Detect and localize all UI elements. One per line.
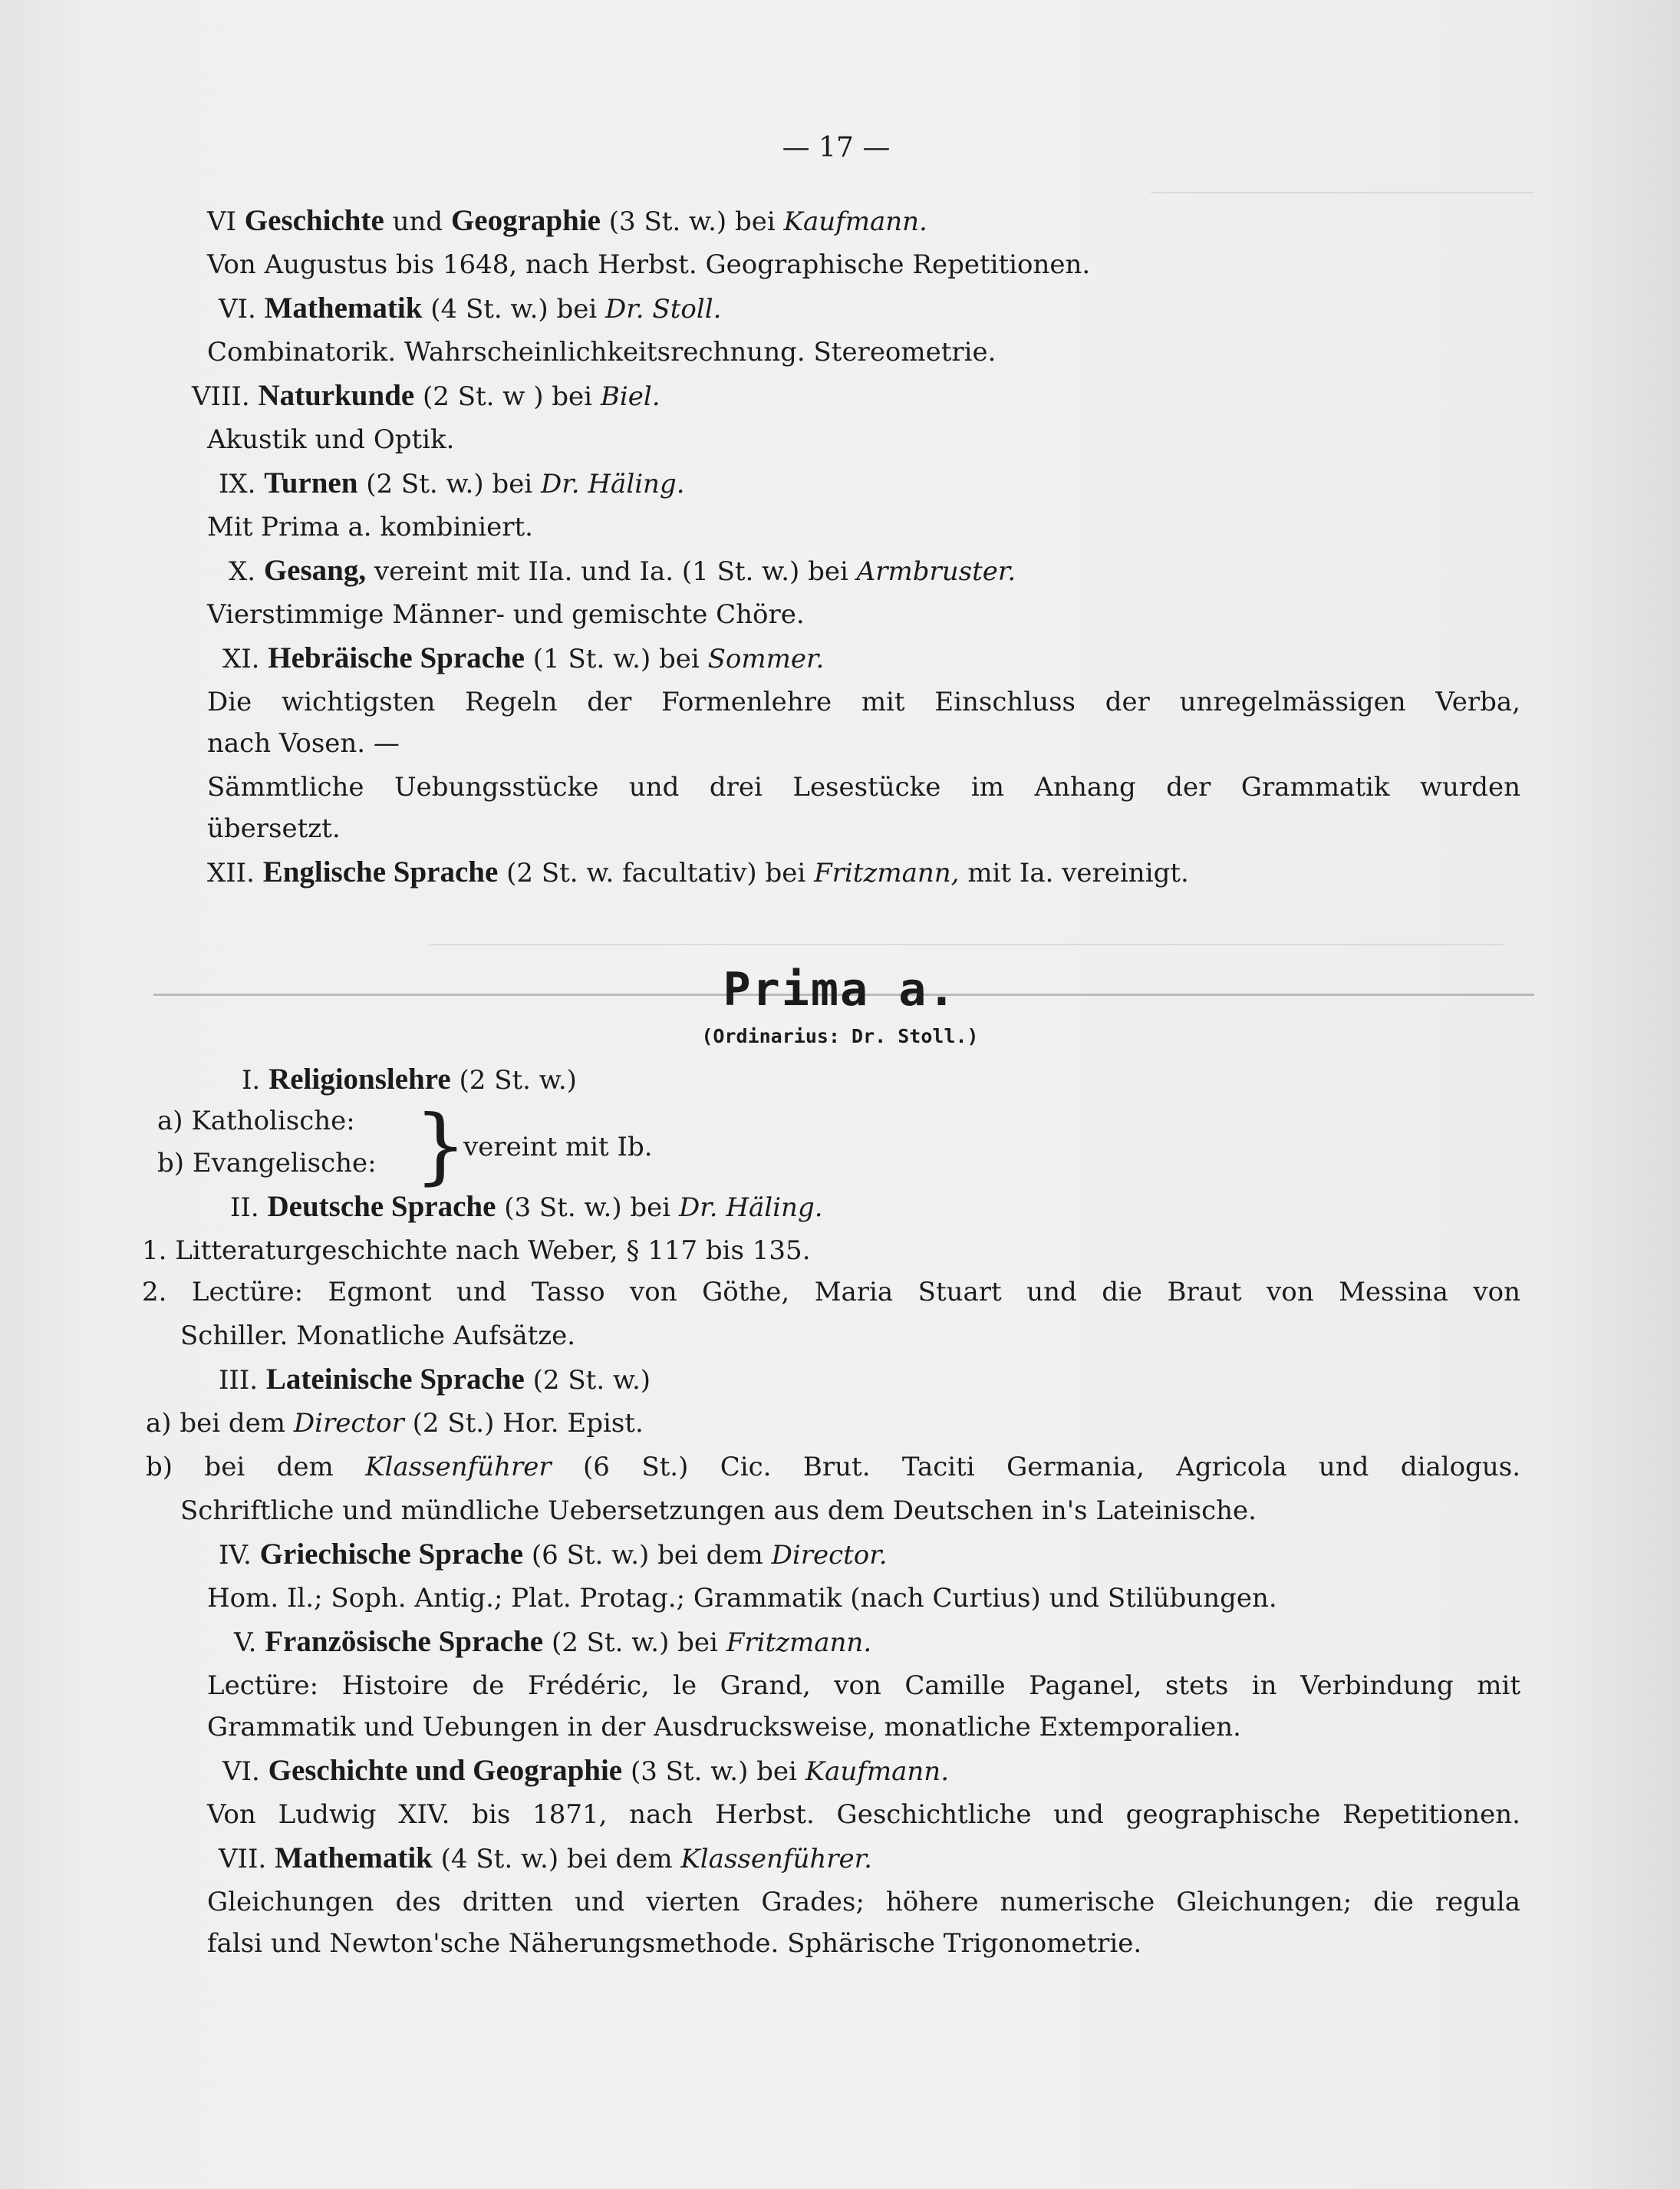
section-heading-mathematik-prima: VII. Mathematik (4 St. w.) bei dem Klassenführer. bbox=[219, 1841, 872, 1874]
section-body: b) bei dem Klassenführer (6 St.) Cic. Brut. Taciti Germania, Agricola und dialogus. bbox=[146, 1452, 1521, 1482]
section-body: 2. Lectüre: Egmont und Tasso von Göthe, Maria Stuart und die Braut von Messina von bbox=[142, 1277, 1520, 1307]
section-heading-geschichte: VI Geschichte und Geographie (3 St. w.) bei Kaufmann. bbox=[207, 204, 927, 237]
section-heading-griechisch: IV. Griechische Sprache (6 St. w.) bei dem Director. bbox=[219, 1538, 888, 1571]
religion-joined-note: vereint mit Ib. bbox=[463, 1132, 653, 1162]
section-body: Schiller. Monatliche Aufsätze. bbox=[180, 1320, 576, 1351]
section-body: Die wichtigsten Regeln der Formenlehre mit Einschluss der unregelmässigen Verba, bbox=[207, 687, 1520, 717]
section-body: Gleichungen des dritten und vierten Grades; höhere numerische Gleichungen; die regula bbox=[207, 1887, 1520, 1917]
section-body: Hom. Il.; Soph. Antig.; Plat. Protag.; Grammatik (nach Curtius) und Stilübungen. bbox=[207, 1583, 1277, 1614]
section-body: Schriftliche und mündliche Uebersetzungen aus dem Deutschen in's Lateinische. bbox=[180, 1495, 1257, 1526]
section-body: Lectüre: Histoire de Frédéric, le Grand, von Camille Paganel, stets in Verbindung mit bbox=[207, 1670, 1520, 1701]
section-heading-gesang: X. Gesang, vereint mit IIa. und Ia. (1 St. w.) bei Armbruster. bbox=[229, 554, 1016, 587]
page-number: — 17 — bbox=[782, 132, 891, 163]
section-heading-turnen: IX. Turnen (2 St. w.) bei Dr. Häling. bbox=[219, 466, 685, 499]
section-body: nach Vosen. — bbox=[207, 728, 400, 759]
section-body: Akustik und Optik. bbox=[207, 424, 455, 455]
section-body: Mit Prima a. kombiniert. bbox=[207, 512, 533, 542]
section-body: Vierstimmige Männer- und gemischte Chöre. bbox=[207, 599, 805, 630]
ordinarius-line: (Ordinarius: Dr. Stoll.) bbox=[701, 1025, 979, 1047]
class-heading: Prima a. bbox=[723, 963, 957, 1017]
section-heading-hebraeisch: XI. Hebräische Sprache (1 St. w.) bei Sommer. bbox=[222, 641, 825, 674]
section-heading-mathematik: VI. Mathematik (4 St. w.) bei Dr. Stoll. bbox=[219, 292, 722, 325]
section-heading-englisch: XII. Englische Sprache (2 St. w. facultativ) bei Fritzmann, mit Ia. vereinigt. bbox=[207, 855, 1189, 888]
section-body: Von Augustus bis 1648, nach Herbst. Geographische Repetitionen. bbox=[207, 249, 1091, 280]
section-body: falsi und Newton'sche Näherungsmethode. Sphärische Trigonometrie. bbox=[207, 1928, 1142, 1959]
bleed-through-mark bbox=[430, 944, 1504, 945]
section-body: a) bei dem Director (2 St.) Hor. Epist. bbox=[146, 1408, 644, 1439]
section-body: 1. Litteraturgeschichte nach Weber, § 117 bis 135. bbox=[142, 1235, 811, 1266]
section-heading-franzoesisch: V. Französische Sprache (2 St. w.) bei Fritzmann. bbox=[234, 1625, 872, 1658]
section-heading-latein: III. Lateinische Sprache (2 St. w.) bbox=[219, 1363, 651, 1396]
religion-protestant: b) Evangelische: bbox=[157, 1148, 377, 1179]
section-heading-deutsch: II. Deutsche Sprache (3 St. w.) bei Dr. Häling. bbox=[230, 1190, 823, 1223]
section-body: Sämmtliche Uebungsstücke und drei Lesestücke im Anhang der Grammatik wurden bbox=[207, 772, 1520, 803]
religion-catholic: a) Katholische: bbox=[157, 1106, 355, 1136]
section-body: Grammatik und Uebungen in der Ausdrucksweise, monatliche Extemporalien. bbox=[207, 1712, 1241, 1742]
section-body: übersetzt. bbox=[207, 813, 341, 844]
section-body: Von Ludwig XIV. bis 1871, nach Herbst. Geschichtliche und geographische Repetitionen. bbox=[207, 1799, 1520, 1830]
section-heading-geschichte-prima: VI. Geschichte und Geographie (3 St. w.) bei Kaufmann. bbox=[222, 1754, 949, 1787]
brace: } bbox=[414, 1098, 467, 1194]
section-body: Combinatorik. Wahrscheinlichkeitsrechnung. Stereometrie. bbox=[207, 337, 996, 368]
section-heading-naturkunde: VIII. Naturkunde (2 St. w ) bei Biel. bbox=[192, 379, 660, 412]
section-heading-religion: I. Religionslehre (2 St. w.) bbox=[242, 1063, 577, 1096]
